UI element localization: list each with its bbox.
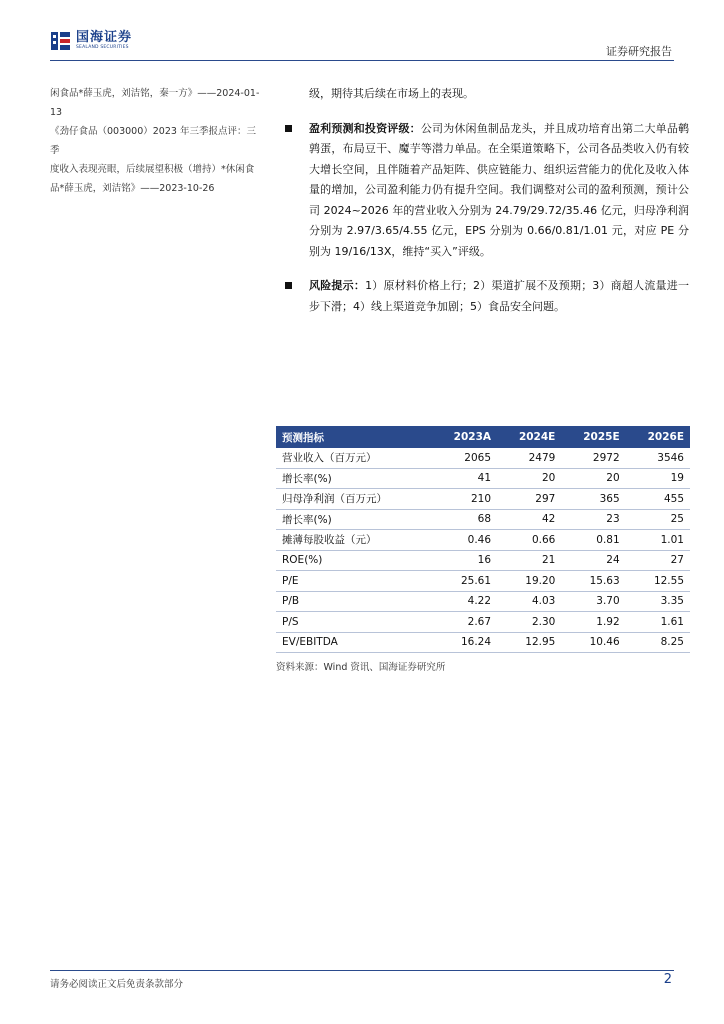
table-cell: 24 xyxy=(561,550,625,571)
forecast-paragraph xyxy=(285,119,689,263)
continuation-text: 级，期待其后续在市场上的表现。 xyxy=(309,87,474,100)
table-row xyxy=(276,591,690,612)
table-cell: 归母净利润（百万元） xyxy=(276,489,431,510)
related-report-line: 《劲仔食品（003000）2023 年三季报点评：三季 xyxy=(50,126,256,156)
table-cell: 4.22 xyxy=(431,591,497,612)
table-cell: 297 xyxy=(497,489,561,510)
table-cell: 2479 xyxy=(497,448,561,468)
table-cell: ROE(%) xyxy=(276,550,431,571)
related-reports-column xyxy=(50,84,264,198)
table-cell: 23 xyxy=(561,509,625,530)
page-header xyxy=(0,0,724,66)
table-cell: 210 xyxy=(431,489,497,510)
logo-chinese-name: 国海证券 xyxy=(76,30,133,45)
table-row xyxy=(276,489,690,510)
logo-mark-icon xyxy=(50,30,72,52)
forecast-table-section xyxy=(276,426,690,673)
table-cell: 1.61 xyxy=(626,612,690,633)
table-row xyxy=(276,571,690,592)
table-cell: 3546 xyxy=(626,448,690,468)
table-cell: 16 xyxy=(431,550,497,571)
table-cell: 20 xyxy=(561,468,625,489)
table-row xyxy=(276,632,690,653)
table-cell: 营业收入（百万元） xyxy=(276,448,431,468)
table-cell: 19.20 xyxy=(497,571,561,592)
related-report-line: 品*薛玉虎，刘洁铭》——2023-10-26 xyxy=(50,183,215,194)
table-cell: 3.70 xyxy=(561,591,625,612)
square-bullet-icon xyxy=(285,125,292,132)
table-cell: 12.55 xyxy=(626,571,690,592)
document-type-label: 证券研究报告 xyxy=(606,45,672,58)
company-logo xyxy=(50,30,132,52)
table-cell: 20 xyxy=(497,468,561,489)
table-cell: 增长率(%) xyxy=(276,468,431,489)
table-cell: 增长率(%) xyxy=(276,509,431,530)
risk-paragraph xyxy=(285,276,689,317)
footer-disclaimer: 请务必阅读正文后免责条款部分 xyxy=(50,979,184,990)
table-row xyxy=(276,612,690,633)
table-cell: P/B xyxy=(276,591,431,612)
table-cell: 1.01 xyxy=(626,530,690,551)
table-cell: 0.66 xyxy=(497,530,561,551)
table-cell: 8.25 xyxy=(626,632,690,653)
square-bullet-icon xyxy=(285,282,292,289)
table-cell: 2.30 xyxy=(497,612,561,633)
table-cell: 12.95 xyxy=(497,632,561,653)
table-cell: P/E xyxy=(276,571,431,592)
table-cell: 365 xyxy=(561,489,625,510)
table-cell: 25 xyxy=(626,509,690,530)
risk-title: 风险提示： xyxy=(309,279,366,292)
related-report-line: 闲食品*薛玉虎，刘洁铭，秦一方》——2024-01-13 xyxy=(50,88,260,118)
table-cell: 2.67 xyxy=(431,612,497,633)
table-cell: 27 xyxy=(626,550,690,571)
table-cell: 42 xyxy=(497,509,561,530)
table-header-cell: 预测指标 xyxy=(276,426,431,448)
related-report-line: 度收入表现亮眼，后续展望积极（增持）*休闲食 xyxy=(50,164,255,175)
table-header-cell: 2023A xyxy=(431,426,497,448)
table-cell: 0.46 xyxy=(431,530,497,551)
logo-english-name: SEALAND SECURITIES xyxy=(76,45,129,50)
table-cell: EV/EBITDA xyxy=(276,632,431,653)
table-header-cell: 2025E xyxy=(561,426,625,448)
forecast-body: 公司为休闲鱼制品龙头，并且成功培育出第二大单品鹌鹑蛋，布局豆干、魔芋等潜力单品。在全渠道策略下，公司各品类收入仍有较大增长空间，且伴随着产品矩阵、供应链能力、组织运营能力的优化及收入体量的增加，公司盈利能力仍有提升空间。我们调整对公司的盈利预测，预计公司 2024~2026 年的营业收入分别为 24.79/29.72/35.46 亿元，归母净利润分别为 2.97/3.65/4.55 亿元，EPS 分别为 0.66/0.81/1.01 元，对应 PE 分别为 19/16/13X，维持“买入”评级。 xyxy=(309,121,690,258)
table-cell: 15.63 xyxy=(561,571,625,592)
table-cell: 21 xyxy=(497,550,561,571)
table-cell: 19 xyxy=(626,468,690,489)
page-number: 2 xyxy=(663,972,672,987)
main-text-column xyxy=(285,84,689,331)
header-divider xyxy=(50,60,674,61)
forecast-title: 盈利预测和投资评级： xyxy=(309,121,421,135)
table-cell: 摊薄每股收益（元） xyxy=(276,530,431,551)
table-cell: 2972 xyxy=(561,448,625,468)
table-header-cell: 2024E xyxy=(497,426,561,448)
table-cell: 2065 xyxy=(431,448,497,468)
table-row xyxy=(276,448,690,468)
table-row xyxy=(276,509,690,530)
table-cell: 4.03 xyxy=(497,591,561,612)
table-cell: 1.92 xyxy=(561,612,625,633)
table-cell: 25.61 xyxy=(431,571,497,592)
table-cell: P/S xyxy=(276,612,431,633)
table-cell: 0.81 xyxy=(561,530,625,551)
table-row xyxy=(276,468,690,489)
table-cell: 16.24 xyxy=(431,632,497,653)
risk-body: 1）原材料价格上行；2）渠道扩展不及预期；3）商超人流量进一步下滑；4）线上渠道竞争加剧；5）食品安全问题。 xyxy=(309,279,689,313)
table-cell: 3.35 xyxy=(626,591,690,612)
table-cell: 10.46 xyxy=(561,632,625,653)
table-header-row xyxy=(276,426,690,448)
table-row xyxy=(276,550,690,571)
table-header-cell: 2026E xyxy=(626,426,690,448)
footer-divider xyxy=(50,970,674,971)
logo-text xyxy=(76,31,132,51)
forecast-table xyxy=(276,426,690,653)
table-cell: 68 xyxy=(431,509,497,530)
table-cell: 455 xyxy=(626,489,690,510)
table-row xyxy=(276,530,690,551)
table-source-note: 资料来源：Wind 资讯、国海证券研究所 xyxy=(276,662,446,673)
table-cell: 41 xyxy=(431,468,497,489)
